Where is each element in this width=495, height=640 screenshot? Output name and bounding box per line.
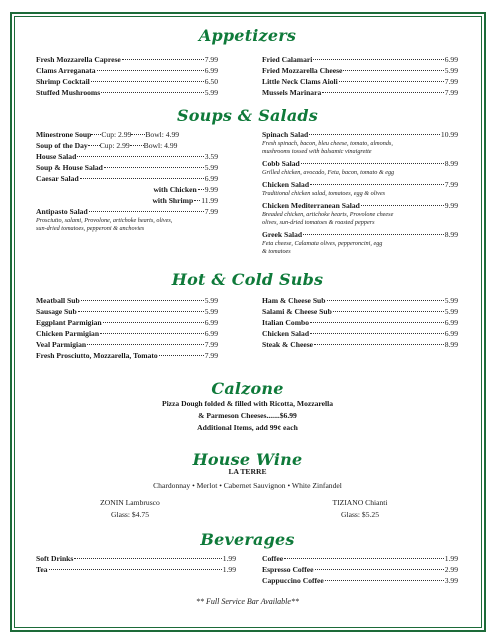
- item-name: Chicken Salad: [262, 180, 310, 189]
- item-description: Feta cheese, Calamata olives, pepperoncini, egg: [262, 240, 383, 247]
- item-price: 1.99: [222, 554, 236, 563]
- list-item: [262, 179, 458, 190]
- item-description: Fresh spinach, bacon, bleu cheese, tomato, almonds,: [262, 140, 393, 147]
- list-item: [262, 306, 458, 317]
- option-label: with Shrimp: [152, 196, 194, 205]
- option-label: with Chicken: [153, 185, 197, 194]
- appetizers-left-list: [36, 54, 218, 98]
- item-price: 6.50: [204, 77, 218, 86]
- list-item: [262, 129, 458, 140]
- wine-name: ZONIN Lambrusco: [100, 498, 160, 507]
- item-price: 3.59: [204, 152, 218, 161]
- list-item: [36, 350, 218, 361]
- list-item: [262, 158, 458, 169]
- item-name: Spinach Salad: [262, 130, 309, 139]
- subs-left-list: [36, 295, 218, 361]
- item-price: 6.99: [204, 174, 218, 183]
- item-price: 5.99: [444, 66, 458, 75]
- cup-price: Cup: 2.99: [99, 141, 130, 150]
- item-price: 2.99: [444, 565, 458, 574]
- item-price: 5.99: [204, 307, 218, 316]
- item-price: 6.99: [204, 329, 218, 338]
- item-price: 6.99: [444, 318, 458, 327]
- item-name: Clams Arreganata: [36, 66, 96, 75]
- item-price: 7.99: [444, 180, 458, 189]
- item-name: Soft Drinks: [36, 554, 74, 563]
- list-item: [262, 65, 458, 76]
- item-price: 6.99: [444, 329, 458, 338]
- item-price: 7.99: [204, 340, 218, 349]
- footer-note: ** Full Service Bar Available**: [196, 597, 299, 606]
- list-item: [262, 553, 458, 564]
- item-description: olives, sun-dried tomatoes & roasted peppers: [262, 219, 375, 226]
- list-item: [262, 295, 458, 306]
- item-description: Grilled chicken, avocado, Feta, bacon, tomato & egg: [262, 169, 395, 176]
- item-price: 1.99: [222, 565, 236, 574]
- option-price: 9.99: [204, 185, 218, 194]
- caesar-chicken-option: [36, 184, 218, 195]
- item-name: Chicken Mediterranean Salad: [262, 201, 360, 210]
- item-price: 5.99: [204, 88, 218, 97]
- item-price: 8.99: [444, 159, 458, 168]
- list-item: [36, 129, 218, 140]
- soups-left-list: [36, 129, 218, 233]
- wine-price: Glass: $4.75: [111, 510, 149, 519]
- list-item: [262, 575, 458, 586]
- item-price: 7.99: [444, 77, 458, 86]
- item-name: Veal Parmigian: [36, 340, 87, 349]
- item-name: Mussels Marinara: [262, 88, 322, 97]
- item-name: Steak & Cheese: [262, 340, 314, 349]
- list-item: [36, 162, 218, 173]
- appetizers-heading: Appetizers: [198, 26, 297, 45]
- wine-label: LA TERRE: [228, 467, 267, 476]
- calzone-heading: Calzone: [211, 379, 284, 398]
- item-name: Fresh Prosciutto, Mozzarella, Tomato: [36, 351, 158, 360]
- soups-salads-heading: Soups & Salads: [176, 106, 318, 125]
- wine-block: [0, 467, 495, 492]
- list-item: [36, 54, 218, 65]
- item-price: 8.99: [444, 230, 458, 239]
- item-name: Soup & House Salad: [36, 163, 103, 172]
- item-description: & tomatoes: [262, 248, 291, 255]
- list-item: [36, 564, 236, 575]
- wine-left: [70, 497, 190, 521]
- wine-price: Glass: $5.25: [341, 510, 379, 519]
- list-item: [36, 87, 218, 98]
- item-name: House Salad: [36, 152, 77, 161]
- item-price: 1.99: [444, 554, 458, 563]
- item-name: Chicken Parmigian: [36, 329, 100, 338]
- bowl-price: Bowl: 4.99: [145, 130, 180, 139]
- item-price: 7.99: [444, 88, 458, 97]
- list-item: [36, 140, 218, 151]
- item-name: Minestrone Soup: [36, 130, 92, 139]
- list-item: [262, 54, 458, 65]
- item-name: Tea: [36, 565, 48, 574]
- item-description: Traditional chicken salad, tomatoes, egg & olives: [262, 190, 386, 197]
- list-item: [262, 328, 458, 339]
- calzone-line: Pizza Dough folded & filled with Ricotta, Mozzarella: [161, 399, 334, 408]
- beverages-right-list: [262, 553, 458, 586]
- item-description: Breaded chicken, artichoke hearts, Provolone cheese: [262, 211, 394, 218]
- item-description: Prosciutto, salami, Provolone, artichoke hearts, olives,: [36, 217, 173, 224]
- item-price: 3.99: [444, 576, 458, 585]
- item-name: Fried Calamari: [262, 55, 313, 64]
- item-price: 5.99: [204, 296, 218, 305]
- item-name: Chicken Salad: [262, 329, 310, 338]
- list-item: [36, 553, 236, 564]
- appetizers-right-list: [262, 54, 458, 98]
- list-item: [36, 151, 218, 162]
- item-name: Greek Salad: [262, 230, 303, 239]
- item-name: Antipasto Salad: [36, 207, 88, 216]
- list-item: [262, 229, 458, 240]
- calzone-description: [0, 398, 495, 434]
- item-description: sun-dried tomatoes, pepperoni & anchovies: [36, 225, 145, 232]
- item-price: 7.99: [204, 55, 218, 64]
- wine-varietals: Chardonnay • Merlot • Cabernet Sauvignon • White Zinfandel: [153, 481, 342, 490]
- item-name: Espresso Coffee: [262, 565, 314, 574]
- option-price: 11.99: [201, 196, 218, 205]
- list-item: [262, 200, 458, 211]
- item-name: Shrimp Cocktail: [36, 77, 90, 86]
- house-wine-heading: House Wine: [192, 450, 303, 469]
- item-price: 5.99: [444, 307, 458, 316]
- item-price: 5.99: [444, 296, 458, 305]
- list-item: [36, 328, 218, 339]
- list-item: [36, 306, 218, 317]
- item-price: 7.99: [204, 207, 218, 216]
- subs-heading: Hot & Cold Subs: [171, 270, 324, 289]
- calzone-line: & Parmeson Cheeses.......$6.99: [198, 411, 297, 420]
- list-item: [262, 564, 458, 575]
- item-name: Fresh Mozzarella Caprese: [36, 55, 121, 64]
- subs-right-list: [262, 295, 458, 350]
- calzone-line: Additional Items, add 99¢ each: [197, 423, 298, 432]
- list-item: [36, 317, 218, 328]
- cup-price: Cup: 2.99: [101, 130, 132, 139]
- item-name: Meatball Sub: [36, 296, 80, 305]
- item-name: Little Neck Clams Aioli: [262, 77, 338, 86]
- list-item: [36, 173, 218, 184]
- item-price: 6.99: [444, 55, 458, 64]
- list-item: [36, 65, 218, 76]
- item-name: Eggplant Parmigian: [36, 318, 102, 327]
- item-name: Ham & Cheese Sub: [262, 296, 326, 305]
- item-price: 5.99: [204, 163, 218, 172]
- wine-name: TIZIANO Chianti: [332, 498, 388, 507]
- beverages-heading: Beverages: [200, 530, 295, 549]
- bowl-price: Bowl: 4.99: [143, 141, 178, 150]
- item-name: Cappuccino Coffee: [262, 576, 324, 585]
- list-item: [262, 339, 458, 350]
- item-name: Soup of the Day: [36, 141, 88, 150]
- list-item: [262, 87, 458, 98]
- item-description: mushrooms tossed with balsamic vinaigrette: [262, 148, 372, 155]
- list-item: [262, 317, 458, 328]
- list-item: [36, 206, 218, 217]
- item-name: Fried Mozzarella Cheese: [262, 66, 343, 75]
- item-price: 8.99: [444, 340, 458, 349]
- list-item: [262, 76, 458, 87]
- list-item: [36, 339, 218, 350]
- item-price: 10.99: [440, 130, 458, 139]
- item-name: Stuffed Mushrooms: [36, 88, 101, 97]
- beverages-left-list: [36, 553, 236, 575]
- item-name: Salami & Cheese Sub: [262, 307, 332, 316]
- wine-right: [300, 497, 420, 521]
- salads-right-list: [262, 129, 458, 256]
- item-price: 6.99: [204, 318, 218, 327]
- item-price: 7.99: [204, 351, 218, 360]
- item-name: Sausage Sub: [36, 307, 77, 316]
- item-price: 9.99: [444, 201, 458, 210]
- list-item: [36, 76, 218, 87]
- item-name: Cobb Salad: [262, 159, 300, 168]
- list-item: [36, 295, 218, 306]
- caesar-shrimp-option: [36, 195, 218, 206]
- item-price: 6.99: [204, 66, 218, 75]
- item-name: Coffee: [262, 554, 284, 563]
- item-name: Caesar Salad: [36, 174, 79, 183]
- item-name: Italian Combo: [262, 318, 310, 327]
